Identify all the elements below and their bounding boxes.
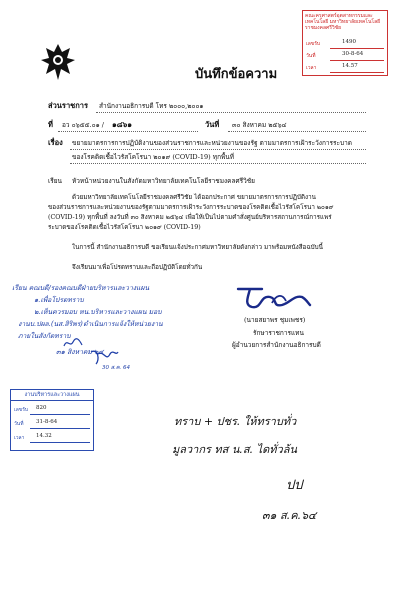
right-note-line: ปป xyxy=(286,478,303,493)
body-line: ด้วยมหาวิทยาลัยเทคโนโลยีราชมงคลศรีวิชัย ได้ออกประกาศ ขยายมาตรการการปฏิบัติงาน xyxy=(72,194,316,201)
stamp-header: งานบริหารและวางแผน xyxy=(11,390,93,401)
stamp-value: 31-8-64 xyxy=(36,419,58,425)
stamp-row-date xyxy=(14,418,90,429)
to-label: เรียน xyxy=(48,177,62,185)
memo-title: บันทึกข้อความ xyxy=(195,67,278,82)
body-line: (COVID-19) ทุกพื้นที่ ลงวันที่ ๓๐ สิงหาคม ๒๕๖๔ เพื่อให้เป็นไปตามคำสั่งศูนย์บริหารสถานการณ์การแพร่ xyxy=(48,214,332,221)
stamp-header: คณะครุศาสตร์อุตสาหกรรมและเทคโนโลยี มหาวิทยาลัยเทคโนโลยีราชมงคลศรีวิชัย xyxy=(305,13,381,31)
stamp-row-date xyxy=(306,50,384,61)
subject-line-2: ของโรคติดเชื้อไวรัสโคโรนา ๒๐๑๙ (COVID-19) ทุกพื้นที่ xyxy=(72,153,235,161)
agency-label: ส่วนราชการ xyxy=(48,101,89,110)
director-signature-icon xyxy=(232,283,312,311)
signer-title-2: ผู้อำนวยการสำนักงานอธิการบดี xyxy=(232,341,321,349)
agency-value: สำนักงานอธิการบดี โทร ๒๐๐๐,๒๐๐๑ xyxy=(99,102,204,110)
subject-label: เรื่อง xyxy=(48,138,63,147)
note-line: เรียน คณบดี/รองคณบดีฝ่ายบริหารและวางแผน xyxy=(12,284,150,292)
garuda-emblem-icon xyxy=(40,42,76,82)
note-line: งานบ.ปผล.(นส.สิริพร)ดำเนินการแจ้งให้หน่วยงาน xyxy=(18,320,163,328)
signer-name: (นายสยาพร ชุมเพชร) xyxy=(244,316,306,324)
ref-label: ที่ xyxy=(48,120,53,129)
right-note-line: ๓๑ ส.ค.๖๔ xyxy=(262,509,317,522)
body-line: ของส่วนราชการและหน่วยงานของรัฐตามมาตรการเฝ้าระวังการระบาดของโรคติดเชื้อไวรัสโคโรนา ๒๐๑๙ xyxy=(48,204,334,211)
right-note-line: มูลวากร ทส น.ส. ไดทั่วล้น xyxy=(172,443,297,456)
stamp-label: เลขรับ xyxy=(14,407,29,413)
ref-number: ๑๘๖๑ xyxy=(112,120,133,129)
note-line: ภายในสังกัดทราบ xyxy=(18,332,71,340)
stamp-row-number xyxy=(14,404,90,415)
ref-value: อว ๐๖๕๕.๐๑ / xyxy=(62,121,104,129)
stamp-label: เวลา xyxy=(306,65,317,71)
note-line: ๑.เพื่อโปรดทราบ xyxy=(34,296,84,304)
closing-line: จึงเรียนมาเพื่อโปรดทราบและถือปฏิบัติโดยทั่วกัน xyxy=(72,264,203,271)
right-note-line: ทราบ + ปชร. ให้ทราบทั่ว xyxy=(174,415,297,428)
to-value: หัวหน้าหน่วยงานในสังกัดมหาวิทยาลัยเทคโนโลยีราชมงคลศรีวิชัย xyxy=(72,177,255,185)
stamp-label: วันที่ xyxy=(306,53,316,59)
date-value: ๓๐ สิงหาคม ๒๕๖๔ xyxy=(232,121,287,129)
body-paragraph-2: ในการนี้ สำนักงานอธิการบดี ขอเรียนแจ้งประกาศมหาวิทยาลัยดังกล่าว มาพร้อมหนังสือฉบับนี้ xyxy=(72,244,323,251)
stamp-value: 820 xyxy=(36,405,47,411)
planning-stamp xyxy=(10,389,94,451)
stamp-label: เลขรับ xyxy=(306,41,321,47)
subject-line-1: ขยายมาตรการการปฏิบัติงานของส่วนราชการและหน่วยงานของรัฐ ตามมาตรการเฝ้าระวังการระบาด xyxy=(72,139,353,147)
stamp-row-number xyxy=(306,38,384,49)
stamp-row-time xyxy=(306,62,384,73)
stamp-label: วันที่ xyxy=(14,421,24,427)
stamp-value: 14.32 xyxy=(36,433,52,439)
date-label: วันที่ xyxy=(205,120,220,129)
stamp-row-time xyxy=(14,432,90,443)
signer-title-1: รักษาราชการแทน xyxy=(253,329,304,337)
reviewer-date: 30 ส.ค. 64 xyxy=(102,365,131,371)
note-line: ๒.เห็นควรมอบ หน.บริหารและวางแผน มอบ xyxy=(34,308,162,316)
note-date: ๓๑ สิงหาคม ๖๔ xyxy=(56,348,104,356)
body-line: ระบาดของโรคติดเชื้อไวรัสโคโรนา ๒๐๑๙ (COVID-19) xyxy=(48,224,201,231)
received-stamp xyxy=(302,10,388,76)
stamp-value: 14.57 xyxy=(342,63,358,69)
stamp-label: เวลา xyxy=(14,435,25,441)
stamp-value: 30-8-64 xyxy=(342,51,364,57)
stamp-value: 1490 xyxy=(342,39,356,45)
